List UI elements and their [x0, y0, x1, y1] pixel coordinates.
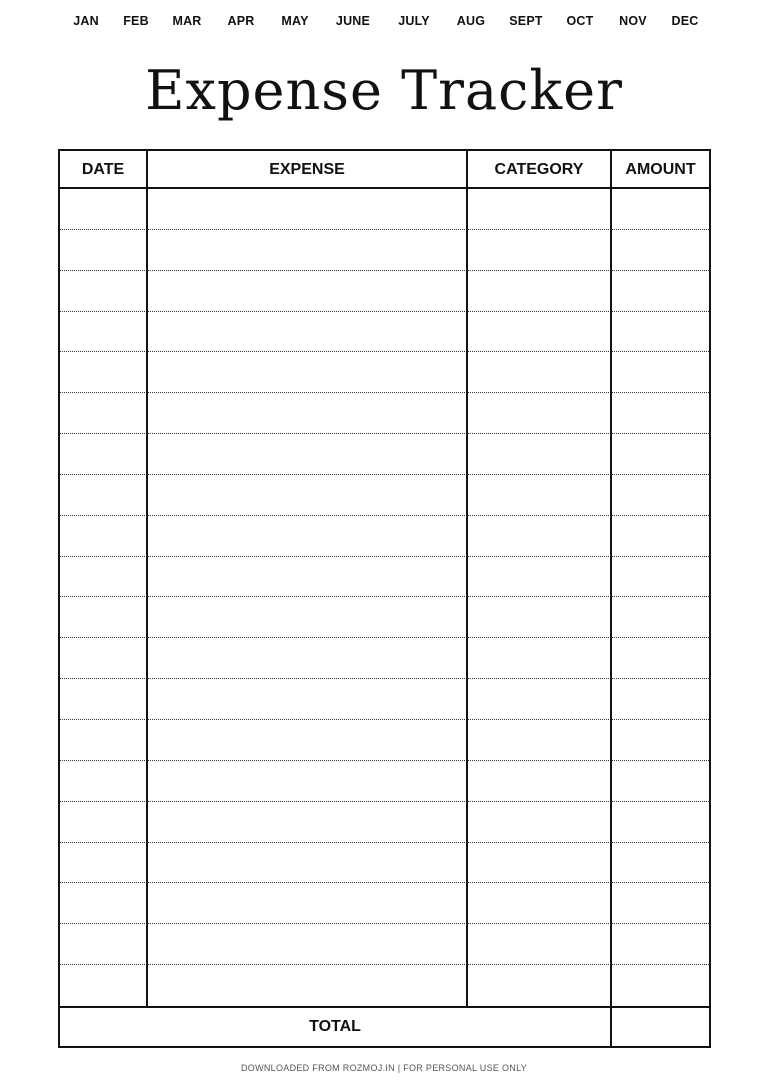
category-cell[interactable] — [468, 434, 610, 474]
amount-cell[interactable] — [612, 720, 709, 760]
amount-cell[interactable] — [612, 638, 709, 678]
date-cell[interactable] — [60, 598, 146, 638]
category-cell[interactable] — [468, 557, 610, 597]
month-july[interactable]: JULY — [398, 14, 430, 28]
category-cell[interactable] — [468, 352, 610, 392]
expense-cell[interactable] — [148, 802, 466, 842]
column-divider-date — [146, 151, 148, 1006]
month-jan[interactable]: JAN — [73, 14, 99, 28]
expense-cell[interactable] — [148, 312, 466, 352]
amount-cell[interactable] — [612, 434, 709, 474]
category-cell[interactable] — [468, 802, 610, 842]
date-cell[interactable] — [60, 312, 146, 352]
column-header-amount: AMOUNT — [625, 161, 696, 178]
date-cell[interactable] — [60, 516, 146, 556]
amount-cell[interactable] — [612, 393, 709, 433]
expense-cell[interactable] — [148, 189, 466, 229]
total-amount-cell[interactable] — [612, 1008, 709, 1046]
month-sept[interactable]: SEPT — [509, 14, 543, 28]
column-header-expense: EXPENSE — [269, 161, 345, 178]
expense-cell[interactable] — [148, 679, 466, 719]
month-june[interactable]: JUNE — [335, 14, 371, 28]
amount-cell[interactable] — [612, 965, 709, 1006]
expense-cell[interactable] — [148, 516, 466, 556]
expense-cell[interactable] — [148, 557, 466, 597]
date-cell[interactable] — [60, 475, 146, 515]
category-cell[interactable] — [468, 230, 610, 270]
date-cell[interactable] — [60, 434, 146, 474]
expense-cell[interactable] — [148, 434, 466, 474]
month-apr[interactable]: APR — [227, 14, 255, 28]
month-nov[interactable]: NOV — [619, 14, 647, 28]
column-divider-expense — [466, 151, 468, 1006]
amount-cell[interactable] — [612, 843, 709, 883]
month-dec[interactable]: DEC — [671, 14, 699, 28]
month-selector — [58, 14, 738, 34]
amount-cell[interactable] — [612, 924, 709, 964]
category-cell[interactable] — [468, 393, 610, 433]
expense-cell[interactable] — [148, 965, 466, 1006]
amount-cell[interactable] — [612, 516, 709, 556]
expense-table — [58, 149, 711, 1048]
expense-cell[interactable] — [148, 393, 466, 433]
total-label: TOTAL — [309, 1018, 361, 1035]
expense-cell[interactable] — [148, 761, 466, 801]
amount-cell[interactable] — [612, 802, 709, 842]
amount-cell[interactable] — [612, 475, 709, 515]
date-cell[interactable] — [60, 679, 146, 719]
category-cell[interactable] — [468, 312, 610, 352]
month-may[interactable]: MAY — [281, 14, 309, 28]
column-header-date: DATE — [81, 161, 125, 178]
date-cell[interactable] — [60, 965, 146, 1006]
amount-cell[interactable] — [612, 271, 709, 311]
category-cell[interactable] — [468, 924, 610, 964]
amount-cell[interactable] — [612, 761, 709, 801]
expense-cell[interactable] — [148, 598, 466, 638]
date-cell[interactable] — [60, 802, 146, 842]
date-cell[interactable] — [60, 271, 146, 311]
date-cell[interactable] — [60, 189, 146, 229]
category-cell[interactable] — [468, 189, 610, 229]
category-cell[interactable] — [468, 883, 610, 923]
category-cell[interactable] — [468, 843, 610, 883]
amount-cell[interactable] — [612, 352, 709, 392]
expense-cell[interactable] — [148, 924, 466, 964]
expense-cell[interactable] — [148, 475, 466, 515]
amount-cell[interactable] — [612, 230, 709, 270]
date-cell[interactable] — [60, 883, 146, 923]
footer-note: DOWNLOADED FROM ROZMOJ.IN | FOR PERSONAL USE ONLY — [240, 1063, 528, 1073]
column-divider-category — [610, 151, 612, 1046]
amount-cell[interactable] — [612, 312, 709, 352]
expense-cell[interactable] — [148, 230, 466, 270]
date-cell[interactable] — [60, 230, 146, 270]
expense-cell[interactable] — [148, 720, 466, 760]
category-cell[interactable] — [468, 638, 610, 678]
date-cell[interactable] — [60, 843, 146, 883]
page-title: Expense Tracker — [145, 59, 623, 122]
date-cell[interactable] — [60, 720, 146, 760]
category-cell[interactable] — [468, 271, 610, 311]
category-cell[interactable] — [468, 720, 610, 760]
expense-cell[interactable] — [148, 638, 466, 678]
date-cell[interactable] — [60, 352, 146, 392]
month-oct[interactable]: OCT — [566, 14, 594, 28]
amount-cell[interactable] — [612, 557, 709, 597]
category-cell[interactable] — [468, 475, 610, 515]
amount-cell[interactable] — [612, 598, 709, 638]
date-cell[interactable] — [60, 393, 146, 433]
date-cell[interactable] — [60, 761, 146, 801]
category-cell[interactable] — [468, 761, 610, 801]
date-cell[interactable] — [60, 638, 146, 678]
expense-cell[interactable] — [148, 843, 466, 883]
date-cell[interactable] — [60, 924, 146, 964]
amount-cell[interactable] — [612, 189, 709, 229]
column-header-category: CATEGORY — [494, 161, 584, 178]
category-cell[interactable] — [468, 598, 610, 638]
amount-cell[interactable] — [612, 679, 709, 719]
expense-cell[interactable] — [148, 352, 466, 392]
category-cell[interactable] — [468, 965, 610, 1006]
expense-cell[interactable] — [148, 271, 466, 311]
amount-cell[interactable] — [612, 883, 709, 923]
category-cell[interactable] — [468, 516, 610, 556]
category-cell[interactable] — [468, 679, 610, 719]
month-aug[interactable]: AUG — [456, 14, 486, 28]
date-cell[interactable] — [60, 557, 146, 597]
expense-cell[interactable] — [148, 883, 466, 923]
month-feb[interactable]: FEB — [123, 14, 149, 28]
month-mar[interactable]: MAR — [172, 14, 202, 28]
